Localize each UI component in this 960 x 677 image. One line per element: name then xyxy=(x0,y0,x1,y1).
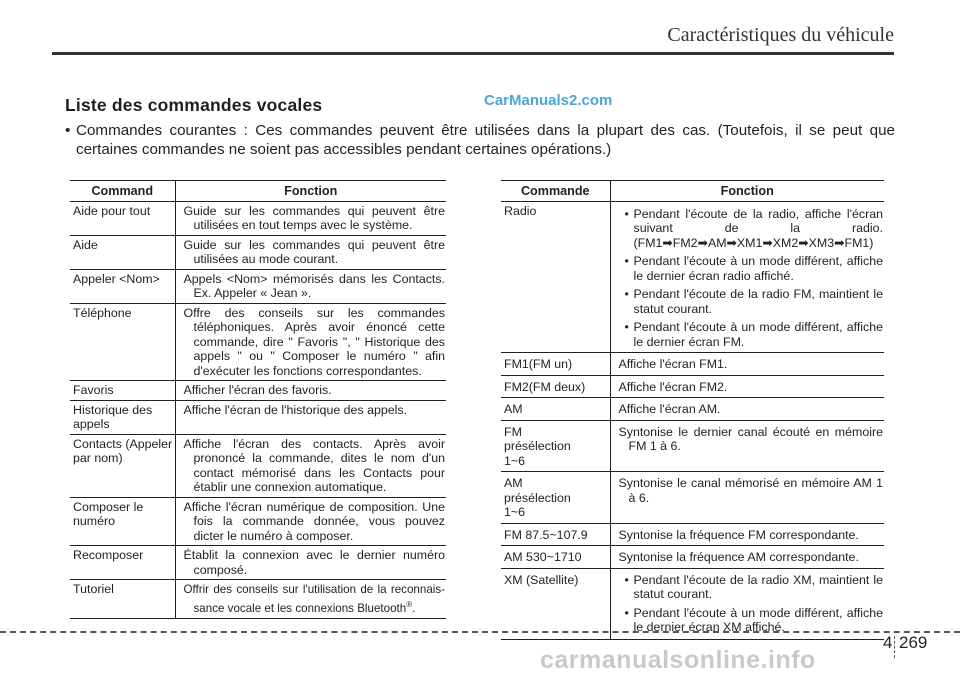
registered-mark: ® xyxy=(406,599,413,609)
function-cell xyxy=(175,434,446,497)
command-cell: FM2(FM deux) xyxy=(501,375,610,398)
function-text: Affiche l'écran des contacts. Après avoir prononcé la commande, dites le nom d'un contact mémorisé dans les Contacts pour établir une connexion automatique. xyxy=(183,436,445,494)
intro-bullet: • xyxy=(65,122,71,139)
table-row xyxy=(501,375,884,398)
bullet-item xyxy=(619,320,884,349)
column-header-command: Command xyxy=(70,181,175,202)
column-header-command: Commande xyxy=(501,181,610,202)
bullet-glyph: • xyxy=(624,320,629,334)
column-header-function: Fonction xyxy=(175,181,446,202)
function-cell xyxy=(610,523,884,546)
function-text: Affiche l'écran numérique de composition. Une fois la commande donnée, vous pouvez dicter le numéro à composer. xyxy=(183,499,445,543)
function-cell xyxy=(610,568,884,639)
function-cell xyxy=(175,201,446,235)
bullet-text: Pendant l'écoute de la radio, affiche l'écran suivant de la radio. (FM1➡FM2➡AM➡XM1➡XM2➡XM3➡FM1) xyxy=(633,206,883,250)
command-cell: FM1(FM un) xyxy=(501,353,610,376)
function-cell xyxy=(175,303,446,381)
function-text xyxy=(184,582,446,616)
table-row xyxy=(70,497,446,546)
bullet-text: Pendant l'écoute à un mode différent, affiche le dernier écran radio affiché. xyxy=(633,254,883,283)
footer-rule xyxy=(0,631,960,633)
function-text: Afficher l'écran des favoris. xyxy=(183,383,332,397)
command-cell: Appeler <Nom> xyxy=(70,269,175,303)
bullet-item xyxy=(619,254,884,283)
table-row xyxy=(501,523,884,546)
table-row xyxy=(70,303,446,381)
command-cell: Favoris xyxy=(70,381,175,401)
table-row xyxy=(70,434,446,497)
command-cell: Téléphone xyxy=(70,303,175,381)
function-text: Guide sur les commandes qui peuvent être utilisées au mode courant. xyxy=(183,237,445,266)
bullet-glyph: • xyxy=(624,254,629,268)
table-row xyxy=(70,235,446,269)
function-text-main: Offrir des conseils sur l'utilisation de la reconnais-sance vocale et les connexions Bluetooth xyxy=(183,583,445,615)
function-text: Syntonise le canal mémorisé en mémoire AM 1 à 6. xyxy=(618,476,883,505)
bullet-text: Pendant l'écoute à un mode différent, affiche le dernier écran FM. xyxy=(633,320,883,349)
page-number: 269 xyxy=(899,633,928,652)
function-text: Affiche l'écran de l'historique des appels. xyxy=(183,402,408,417)
table-row xyxy=(70,269,446,303)
command-cell: Recomposer xyxy=(70,546,175,580)
page-chapter-number: 4 xyxy=(883,633,893,652)
function-cell xyxy=(610,472,884,524)
function-cell xyxy=(610,375,884,398)
header-rule xyxy=(52,52,894,55)
table-row xyxy=(501,353,884,376)
function-cell xyxy=(610,546,884,569)
command-cell: FM 87.5~107.9 xyxy=(501,523,610,546)
bullet-text: Pendant l'écoute de la radio XM, maintient le statut courant. xyxy=(633,572,883,601)
page-number-separator xyxy=(894,636,895,658)
function-text: Affiche l'écran AM. xyxy=(618,402,721,416)
function-text-end: . xyxy=(412,600,416,615)
function-cell xyxy=(175,235,446,269)
function-cell xyxy=(610,353,884,376)
table-row xyxy=(70,580,446,619)
function-text: Syntonise la fréquence AM correspondante. xyxy=(618,550,859,564)
function-text: Appels <Nom> mémorisés dans les Contacts. Ex. Appeler « Jean ». xyxy=(183,271,445,300)
command-cell: Historique des appels xyxy=(70,400,175,434)
function-text: Offre des conseils sur les commandes téléphoniques. Après avoir énoncé cette commande, dire " Favoris ", " Historique des appels " ou " Composer le numéro " afin d'exécuter les fonctions correspondantes. xyxy=(183,305,445,378)
column-header-function: Fonction xyxy=(610,181,884,202)
function-text: Syntonise le dernier canal écouté en mémoire FM 1 à 6. xyxy=(618,424,883,453)
function-cell xyxy=(610,398,884,421)
function-text: Guide sur les commandes qui peuvent être utilisées en tout temps avec le système. xyxy=(183,203,445,232)
table-header-row xyxy=(501,181,884,202)
command-cell: Contacts (Appeler par nom) xyxy=(70,434,175,497)
function-text: Affiche l'écran FM1. xyxy=(618,357,728,371)
table-row xyxy=(501,398,884,421)
command-cell: Composer le numéro xyxy=(70,497,175,546)
function-cell xyxy=(610,201,884,353)
bullet-item xyxy=(619,207,884,251)
command-cell: Tutoriel xyxy=(70,580,175,619)
table-header-row xyxy=(70,181,446,202)
command-cell: XM (Satellite) xyxy=(501,568,610,639)
command-cell: FM présélection 1~6 xyxy=(501,420,610,472)
table-row xyxy=(501,201,884,353)
function-cell xyxy=(175,497,446,546)
site-watermark: carmanualsonline.info xyxy=(540,646,816,674)
function-cell xyxy=(175,580,446,619)
page-header-title: Caractéristiques du véhicule xyxy=(667,24,894,46)
function-text: Syntonise la fréquence FM correspondante. xyxy=(618,527,859,542)
function-text: Établit la connexion avec le dernier numéro composé. xyxy=(183,548,445,577)
bullet-text: Pendant l'écoute à un mode différent, affiche le dernier écran XM affiché. xyxy=(633,605,883,634)
table-row xyxy=(70,546,446,580)
function-cell xyxy=(175,400,446,434)
function-text: Affiche l'écran FM2. xyxy=(618,379,728,394)
bullet-glyph: • xyxy=(624,605,629,620)
command-cell: AM xyxy=(501,398,610,421)
table-row xyxy=(70,381,446,401)
table-row xyxy=(70,400,446,434)
table-row xyxy=(501,420,884,472)
command-cell: Aide xyxy=(70,235,175,269)
table-row xyxy=(501,472,884,524)
table-row xyxy=(501,546,884,569)
bullet-item xyxy=(619,287,884,316)
table-row xyxy=(501,568,884,639)
bullet-item xyxy=(619,573,884,602)
right-command-table xyxy=(501,180,884,640)
function-cell xyxy=(610,420,884,472)
command-cell: Aide pour tout xyxy=(70,201,175,235)
command-cell: Radio xyxy=(501,201,610,353)
function-cell xyxy=(175,381,446,401)
bullet-glyph: • xyxy=(624,206,629,221)
top-watermark: CarManuals2.com xyxy=(484,92,613,109)
function-cell xyxy=(175,269,446,303)
bullet-text: Pendant l'écoute de la radio FM, maintient le statut courant. xyxy=(633,287,883,316)
command-cell: AM présélection 1~6 xyxy=(501,472,610,524)
function-cell xyxy=(175,546,446,580)
section-title: Liste des commandes vocales xyxy=(65,95,323,115)
left-command-table xyxy=(70,180,446,619)
table-row xyxy=(70,201,446,235)
command-cell: AM 530~1710 xyxy=(501,546,610,569)
bullet-glyph: • xyxy=(624,287,629,301)
bullet-glyph: • xyxy=(624,572,629,587)
intro-paragraph xyxy=(65,121,895,159)
intro-text: Commandes courantes : Ces commandes peuvent être utilisées dans la plupart des cas. (Toutefois, il se peut que certaines commandes ne soient pas accessibles pendant certaines opérations.) xyxy=(76,122,895,158)
